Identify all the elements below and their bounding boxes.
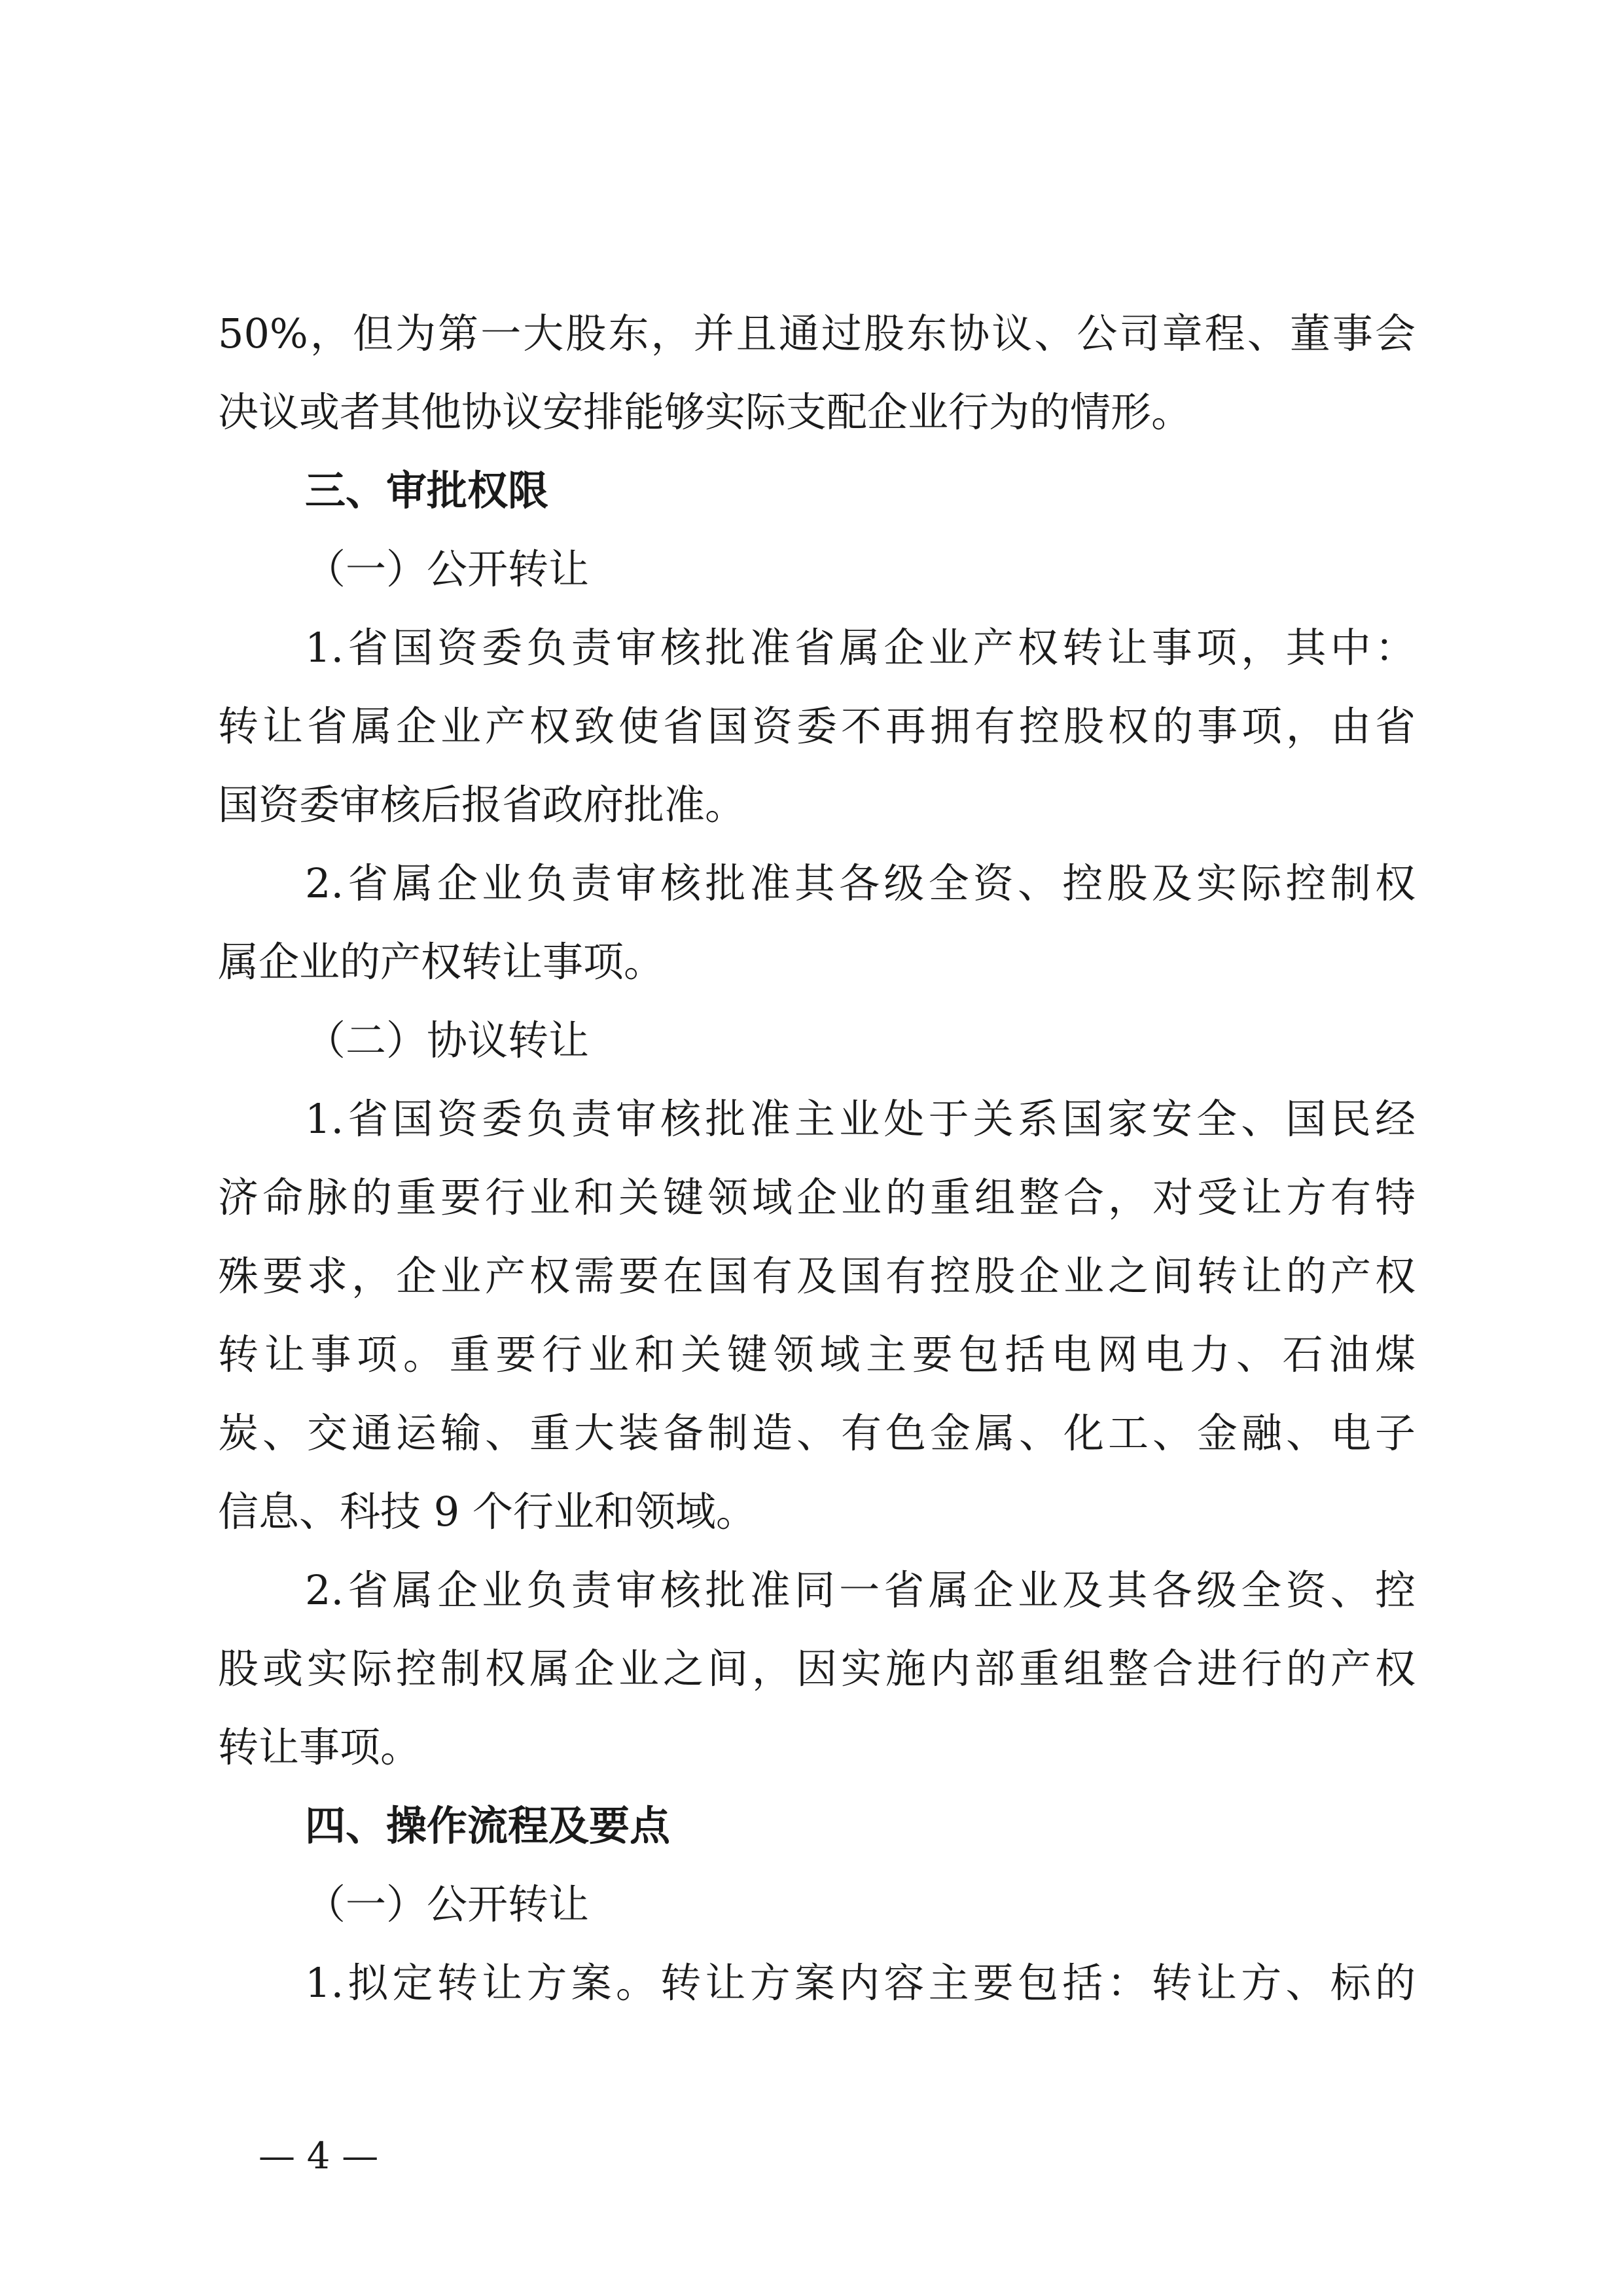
body-line: 转让事项。重要行业和关键领域主要包括电网电力、石油煤 [218,1331,1416,1378]
body-line: 股或实际控制权属企业之间，因实施内部重组整合进行的产权 [218,1645,1416,1693]
body-line: 2.省属企业负责审核批准同一省属企业及其各级全资、控 [305,1566,1416,1614]
body-line: 殊要求，企业产权需要在国有及国有控股企业之间转让的产权 [218,1252,1416,1300]
body-line: 转让事项。 [218,1723,421,1771]
subsection-heading-public-transfer: （一）公开转让 [305,1880,590,1928]
body-line: 炭、交通运输、重大装备制造、有色金属、化工、金融、电子 [218,1409,1416,1457]
section-heading-operation-process: 四、操作流程及要点 [305,1802,671,1850]
body-line: 2.省属企业负责审核批准其各级全资、控股及实际控制权 [305,859,1416,907]
subsection-heading-public-transfer: （一）公开转让 [305,545,590,593]
body-line: 决议或者其他协议安排能够实际支配企业行为的情形。 [218,388,1192,436]
body-line: 济命脉的重要行业和关键领域企业的重组整合，对受让方有特 [218,1174,1416,1221]
subsection-heading-agreement-transfer: （二）协议转让 [305,1016,590,1064]
body-line: 50%，但为第一大股东，并且通过股东协议、公司章程、董事会 [218,310,1416,357]
body-line: 信息、科技 9 个行业和领域。 [218,1488,757,1535]
body-line: 1.省国资委负责审核批准省属企业产权转让事项，其中： [305,624,1416,672]
section-heading-approval-authority: 三、审批权限 [305,467,549,514]
page-number: — 4 — [259,2135,379,2178]
body-line: 国资委审核后报省政府批准。 [218,781,746,829]
body-line: 属企业的产权转让事项。 [218,938,665,986]
body-line: 1.省国资委负责审核批准主业处于关系国家安全、国民经 [305,1095,1416,1143]
body-line: 1.拟定转让方案。转让方案内容主要包括：转让方、标的 [305,1959,1416,2007]
body-line: 转让省属企业产权致使省国资委不再拥有控股权的事项，由省 [218,702,1416,750]
